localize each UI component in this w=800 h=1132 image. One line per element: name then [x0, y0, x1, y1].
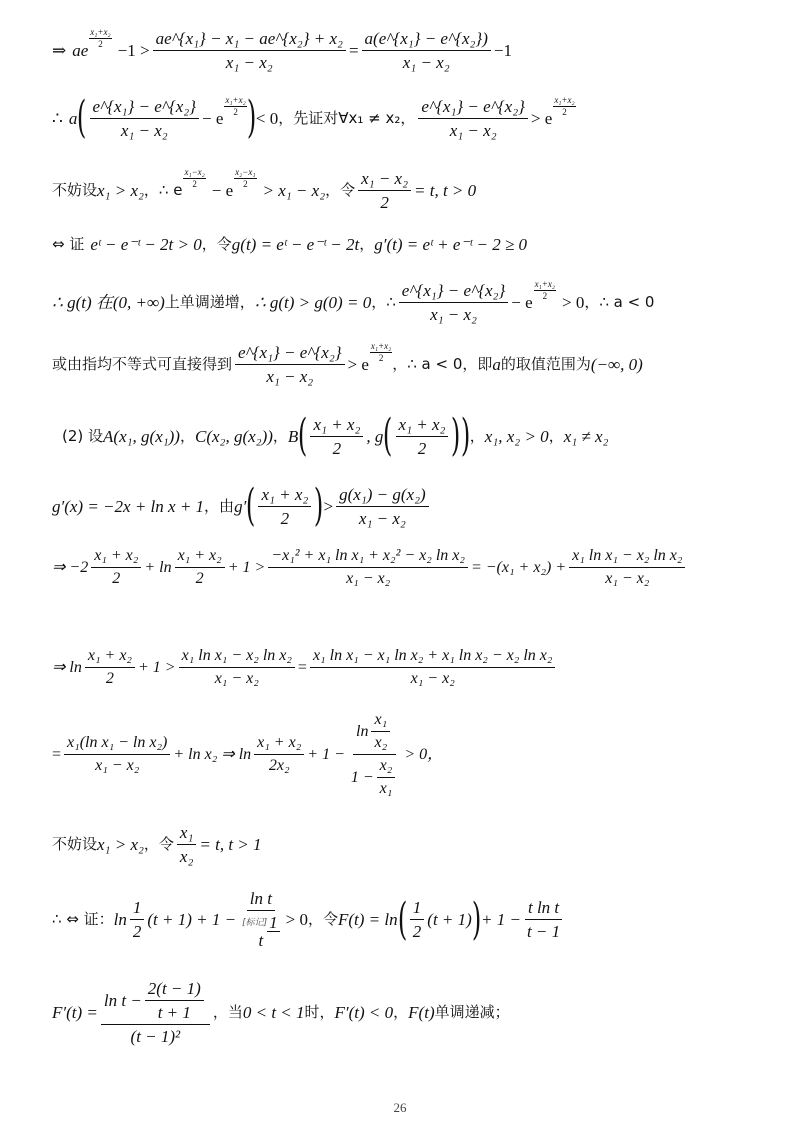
fraction-1 [91, 548, 141, 587]
text: 的取值范围为 [500, 355, 591, 373]
text: 单调递减； [434, 1003, 510, 1021]
mid: + 1 − [307, 745, 345, 763]
exponent-numerator: x₁+x₂ [90, 27, 111, 37]
arg-denominator: 2 [280, 508, 290, 528]
mid: = −(x₁ + x₂) + [470, 558, 567, 576]
implies-symbol: ⇒ [52, 41, 67, 60]
lead: ⇒ −2 [52, 558, 89, 576]
mid: + ln x₂ ⇒ ln [173, 745, 252, 763]
denominator: 2 [132, 922, 142, 941]
denominator: x₁ − x₂ [605, 570, 650, 587]
text: ，∴ a < 0，即 [392, 355, 493, 373]
slope-fraction [336, 486, 429, 527]
numerator: 2(t − 1) [145, 980, 204, 1001]
inner-fraction [145, 980, 204, 1021]
greater-e: > e [530, 108, 553, 128]
text: 不妨设 [52, 181, 98, 199]
greater-zero: > 0 [285, 910, 308, 929]
numerator: x₁ [371, 712, 390, 732]
right-paren: ) [314, 480, 324, 531]
right-paren: ) [471, 893, 482, 945]
expression: g′(t) = eᵗ + e⁻ᵗ − 2 ≥ 0 [374, 235, 528, 254]
numerator: x₁ + x₂ [175, 548, 225, 568]
math-line-13 [52, 890, 566, 949]
slope-denominator: x₁ − x₂ [358, 508, 406, 528]
handwritten-mark: [标记] [242, 917, 268, 928]
g-prime: g′ [234, 496, 247, 516]
half-fraction-2 [410, 899, 425, 940]
fraction-3 [268, 548, 468, 587]
fraction-3 [310, 648, 555, 687]
lead: ⇒ ln [52, 658, 82, 676]
exponent-numerator: x₁+x₂ [370, 341, 392, 351]
text: ，令 [307, 910, 338, 928]
compound-fraction [348, 712, 401, 797]
exponent-denominator: 2 [243, 179, 248, 189]
substitution-denominator: 2 [380, 193, 389, 212]
left-paren: ( [77, 92, 87, 143]
text: ， [359, 235, 375, 253]
text: 上单调递增， [164, 293, 255, 311]
math-line-14 [52, 980, 510, 1045]
greater: > [323, 496, 334, 516]
ln: ln [113, 910, 127, 929]
b-g-denominator: 2 [417, 438, 427, 458]
separator: ， [272, 426, 288, 445]
claim-numerator: e^{x₁} − e^{x₂} [418, 98, 528, 119]
fraction-1 [153, 30, 346, 71]
denominator: x₁ − x₂ [95, 757, 140, 774]
interval: (0, +∞) [112, 293, 165, 312]
b-g: , g [366, 426, 384, 446]
tail: = t, t > 1 [199, 835, 262, 854]
b-x-denominator: 2 [332, 438, 342, 458]
derivative: g′(x) = −2x + ln x + 1 [52, 496, 205, 516]
numerator: x₁ + x₂ [85, 648, 135, 668]
b-g-fraction [396, 416, 449, 457]
greater-zero: > 0 [561, 293, 585, 312]
math-line-11 [52, 712, 443, 797]
exponent-fraction [534, 280, 556, 301]
exponent-denominator: 2 [98, 39, 103, 49]
coefficient-a: a [68, 108, 78, 128]
text: ，∴ a < 0 [584, 293, 655, 311]
exponent-denominator: 2 [562, 106, 567, 117]
fraction-2 [254, 735, 304, 774]
numerator: 1 [130, 899, 145, 920]
text: ， [393, 1003, 409, 1021]
condition: x₁, x₂ > 0 [484, 426, 549, 446]
text: ，由 [204, 496, 235, 515]
fraction-1-numerator: ae^{x₁} − x₁ − ae^{x₂} + x₂ [153, 30, 346, 51]
b-g-numerator: x₁ + x₂ [396, 416, 449, 437]
fraction-2-denominator: x₁ − x₂ [402, 53, 450, 72]
numerator: x₁ ln x₁ − x₁ ln x₂ + x₁ ln x₂ − x₂ ln x₂ [310, 648, 555, 668]
derivative-fraction [101, 980, 210, 1045]
denominator: 2 [112, 570, 121, 587]
denominator: x₂ [374, 734, 388, 751]
fraction [399, 282, 509, 323]
math-line-8 [52, 480, 432, 531]
denominator [239, 911, 283, 949]
expression: F(t) [408, 1003, 435, 1022]
numerator: x₁ [177, 824, 196, 845]
fraction-1 [64, 735, 170, 774]
text: 或由指均不等式可直接得到 [52, 355, 233, 373]
text: ，令 [143, 835, 174, 853]
condition: 0 < t < 1 [242, 1003, 305, 1022]
b-x-numerator: x₁ + x₂ [310, 416, 363, 437]
exponent-numerator: x₁−x₂ [184, 167, 205, 177]
right-paren: ) [451, 410, 461, 461]
math-line-7 [62, 410, 609, 461]
exponent-fraction-2 [553, 96, 575, 117]
part-label: (2) 设 [62, 426, 104, 445]
exponent-fraction [89, 28, 111, 49]
exponent-denominator: 2 [233, 106, 238, 117]
compound-denominator [348, 755, 401, 797]
text: ，令 [201, 235, 232, 253]
exponent-numerator: x₁+x₂ [554, 94, 575, 105]
fraction-numerator: e^{x₁} − e^{x₂} [235, 344, 345, 365]
exponent-denominator: 2 [378, 353, 384, 363]
range: (−∞, 0) [590, 355, 643, 374]
math-line-5 [52, 279, 655, 324]
condition: x₁ > x₂ [97, 181, 144, 200]
numerator: x₁ + x₂ [254, 735, 304, 755]
numerator: x₁(ln x₁ − ln x₂) [64, 735, 170, 755]
denominator: 2x₂ [268, 757, 290, 774]
text: ⇔ 证 [52, 235, 85, 253]
greater-e: > e [347, 355, 369, 374]
exponent-denominator: 2 [192, 179, 197, 189]
lead-term: ae [72, 41, 89, 60]
fraction-1-denominator: x₁ − x₂ [225, 53, 273, 72]
denominator: 2 [105, 670, 114, 687]
rhs: > x₁ − x₂ [262, 181, 326, 200]
exponent-fraction [183, 168, 205, 189]
minus-e: − e [511, 293, 533, 312]
exponent-fraction-2 [234, 168, 256, 189]
therefore-symbol: ∴ [52, 108, 63, 128]
text: ，∴ e [143, 181, 183, 199]
fraction-2-numerator: a(e^{x₁} − e^{x₂}) [362, 30, 491, 51]
fraction-1 [85, 648, 135, 687]
denominator: x₁ − x₂ [410, 670, 455, 687]
expression: ∴ g(t) > g(0) = 0 [254, 293, 372, 312]
separator: ， [548, 426, 564, 445]
numerator: x₁ ln x₁ − x₂ ln x₂ [569, 548, 685, 568]
exponent-fraction [370, 342, 392, 363]
ln: ln [356, 722, 369, 740]
condition: x₁ > x₂ [97, 835, 144, 854]
expression: F′(t) < 0 [334, 1003, 394, 1022]
denominator: x₂ [179, 847, 194, 866]
text: ，当 [212, 1003, 243, 1021]
half-fraction [130, 899, 145, 940]
variable-a: a [492, 355, 501, 374]
left-paren: ( [397, 893, 407, 945]
numerator: 1 [410, 899, 425, 920]
plus-one: + 1 − [481, 910, 521, 929]
slope-numerator: g(x₁) − g(x₂) [336, 486, 429, 507]
text: ∴ ⇔ 证： [52, 910, 114, 928]
b-x-fraction [310, 416, 363, 457]
separator: ， [179, 426, 195, 445]
denominator: x₁ − x₂ [214, 670, 259, 687]
exponent-numerator: x₂−x₁ [235, 167, 256, 177]
lnt-fraction [239, 890, 283, 949]
substitution-numerator: x₁ − x₂ [358, 170, 411, 191]
right-paren: ) [460, 410, 470, 461]
exponent-denominator: 2 [542, 291, 548, 301]
mid: + ln [144, 558, 172, 576]
math-line-3 [52, 167, 477, 212]
one-minus: 1 − [350, 768, 374, 786]
exponent-fraction [224, 96, 246, 117]
less-than-zero: < 0 [255, 108, 279, 128]
left-paren: ( [246, 480, 256, 531]
arg-fraction [258, 486, 311, 527]
minus-one-greater: −1 > [117, 41, 150, 60]
denominator: x₁ − x₂ [346, 570, 391, 587]
inner-fraction [90, 98, 200, 139]
inner-fraction [377, 758, 396, 797]
left-paren: ( [298, 410, 308, 461]
inner-numerator: e^{x₁} − e^{x₂} [90, 98, 200, 119]
numerator: x₁ ln x₁ − x₂ ln x₂ [179, 648, 295, 668]
math-line-6 [52, 341, 643, 386]
F-def: F(t) = ln [338, 910, 398, 929]
denominator: 2 [412, 922, 422, 941]
fraction-2 [362, 30, 491, 71]
fraction-numerator: e^{x₁} − e^{x₂} [399, 282, 509, 303]
tlnt-fraction [524, 899, 563, 940]
numerator: −x₁² + x₁ ln x₁ + x₂² − x₂ ln x₂ [268, 548, 468, 568]
claim-denominator: x₁ − x₂ [449, 120, 497, 140]
math-line-12 [52, 824, 262, 865]
page-number: 26 [393, 1100, 407, 1115]
t: t [258, 931, 264, 950]
expression: g(t) = eᵗ − e⁻ᵗ − 2t [231, 235, 360, 254]
text: 时， [304, 1003, 335, 1021]
fraction-4 [569, 548, 685, 587]
condition: x₁ ≠ x₂ [563, 426, 609, 446]
mid: + 1 > [137, 658, 176, 676]
separator: ， [469, 426, 485, 445]
tail: = t, t > 0 [414, 181, 477, 200]
tail: −1 [493, 41, 512, 60]
exponent-numerator: x₁+x₂ [534, 279, 555, 289]
derivative-numerator [101, 980, 210, 1025]
claim-text: ，先证对∀x₁ ≠ x₂， [278, 108, 416, 127]
claim-fraction [418, 98, 528, 139]
fraction [235, 344, 345, 385]
ratio-fraction [177, 824, 196, 865]
numerator: x₂ [377, 758, 396, 778]
expression: eᵗ − e⁻ᵗ − 2t > 0 [90, 235, 202, 254]
math-line-2 [52, 92, 576, 143]
denominator: 2 [195, 570, 204, 587]
F-prime: F′(t) = [52, 1003, 98, 1022]
mid: (t + 1) + 1 − [147, 910, 237, 929]
math-line-10 [52, 648, 558, 687]
minus-e: − e [202, 108, 224, 128]
text: ，∴ [371, 293, 396, 311]
left-paren: ( [383, 410, 393, 461]
math-line-4 [52, 236, 527, 253]
denominator: t + 1 [157, 1003, 191, 1022]
compound-numerator [353, 712, 396, 755]
exponent-numerator: x₁+x₂ [225, 94, 246, 105]
text: 不妨设 [52, 835, 98, 853]
expression: ∴ g(t) 在 [52, 293, 113, 312]
inner-denominator: x₁ − x₂ [120, 120, 168, 140]
tail: > 0， [404, 745, 444, 763]
point-c: C(x₂, g(x₂)) [195, 426, 273, 446]
one: 1 [269, 913, 278, 932]
numerator: t ln t [525, 899, 562, 920]
arg-numerator: x₁ + x₂ [258, 486, 311, 507]
equals: = [348, 41, 359, 60]
denominator: x₁ [379, 780, 393, 797]
equals: = [297, 658, 307, 676]
numerator: ln t [247, 890, 275, 911]
ln-t-minus: ln t − [103, 991, 142, 1010]
mid: (t + 1) [427, 910, 472, 929]
right-paren: ) [246, 92, 257, 143]
text: ，令 [325, 181, 356, 199]
equals: = [52, 745, 62, 763]
numerator: x₁ + x₂ [91, 548, 141, 568]
mid: + 1 > [227, 558, 266, 576]
fraction-2 [179, 648, 295, 687]
fraction-denominator: x₁ − x₂ [266, 367, 314, 386]
math-line-9 [52, 548, 688, 587]
point-a: A(x₁, g(x₁)) [103, 426, 180, 446]
inner-fraction [371, 712, 390, 751]
fraction-denominator: x₁ − x₂ [430, 305, 477, 324]
math-line-1 [52, 27, 512, 72]
minus-e: − e [211, 181, 234, 200]
derivative-denominator: (t − 1)² [130, 1027, 181, 1046]
substitution-fraction [358, 170, 411, 211]
fraction-2 [175, 548, 225, 587]
point-b: B [287, 426, 299, 446]
denominator: t − 1 [526, 922, 561, 941]
